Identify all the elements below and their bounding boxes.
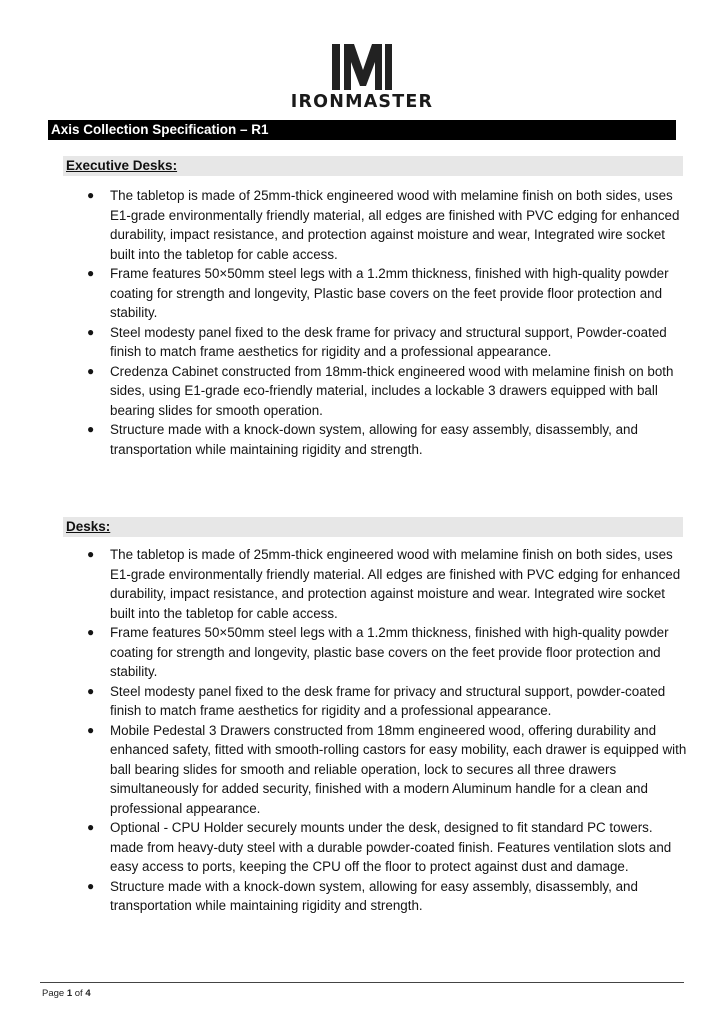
list-item <box>87 420 687 459</box>
bullet-icon: ● <box>87 683 95 698</box>
section-heading-desks <box>63 517 683 537</box>
list-item <box>87 682 687 721</box>
bullet-icon: ● <box>87 820 95 834</box>
bullet-icon: ● <box>87 266 95 280</box>
list-item <box>87 264 687 323</box>
list-item-text: Steel modesty panel fixed to the desk frame for privacy and structural support, Powder-coated finish to match frame aesthetics for rigidity and a professional appearance. <box>110 324 667 359</box>
bullet-icon: ● <box>87 422 95 436</box>
bullet-icon: ● <box>87 625 95 639</box>
page-word: Page <box>42 988 65 999</box>
page-current: 1 <box>66 988 73 999</box>
section-heading-executive-desks <box>63 156 683 176</box>
list-item <box>87 623 687 682</box>
bullet-icon: ● <box>87 324 95 339</box>
executive-desks-list <box>87 186 687 459</box>
list-item <box>87 877 687 916</box>
bullet-icon: ● <box>87 722 95 737</box>
list-item-text: Structure made with a knock-down system, allowing for easy assembly, disassembly, and transportation while maintaining rigidity and strength. <box>110 878 638 913</box>
list-item-text: The tabletop is made of 25mm-thick engineered wood with melamine finish on both sides, uses E1-grade environmentally friendly material, all edges are finished with PVC edging for enhanced durability, impact resistance, and protection against moisture and wear, Integrated wire socket built into the tabletop for cable access. <box>110 188 680 262</box>
logo-wordmark: IRONMASTER <box>290 92 434 112</box>
ironmaster-logo-mark-icon <box>332 44 392 92</box>
bullet-icon: ● <box>87 878 95 893</box>
section-heading-text: Executive Desks: <box>66 158 178 173</box>
page-number <box>42 988 91 999</box>
list-item <box>87 818 687 877</box>
of-word: of <box>74 988 83 999</box>
document-title: Axis Collection Specification – R1 <box>48 120 676 140</box>
list-item <box>87 545 687 623</box>
list-item-text: Optional - CPU Holder securely mounts under the desk, designed to fit standard PC towers. made from heavy-duty steel with a durable powder-coated finish. Features ventilation slots and easy access to ports, keeping the CPU off the floor to protect against dust and damage. <box>110 820 672 874</box>
list-item-text: The tabletop is made of 25mm-thick engineered wood with melamine finish on both sides, uses E1-grade environmentally friendly material. All edges are finished with PVC edging for enhanced durability, impact resistance, and protection against moisture and wear. Integrated wire socket built into the tabletop for cable access. <box>110 547 681 621</box>
footer-divider <box>40 982 684 983</box>
bullet-icon: ● <box>87 188 95 202</box>
page-total: 4 <box>85 988 91 999</box>
list-item-text: Frame features 50×50mm steel legs with a 1.2mm thickness, finished with high-quality powder coating for strength and longevity, plastic base covers on the feet provide floor protection and stability. <box>110 625 669 679</box>
company-logo <box>282 42 442 114</box>
list-item-text: Frame features 50×50mm steel legs with a 1.2mm thickness, finished with high-quality powder coating for strength and longevity, Plastic base covers on the feet provide floor protection and stability. <box>110 266 669 320</box>
list-item-text: Mobile Pedestal 3 Drawers constructed from 18mm engineered wood, offering durability and enhanced safety, fitted with smooth-rolling castors for easy mobility, each drawer is equipped with ball bearing slides for smooth and reliable operation, lock to secures all three drawers simultaneously for added security, finished with a modern Aluminum handle for a clean and professional appearance. <box>110 722 687 816</box>
list-item <box>87 721 687 819</box>
section-heading-text: Desks: <box>66 519 111 534</box>
bullet-icon: ● <box>87 363 95 378</box>
desks-list <box>87 545 687 916</box>
list-item <box>87 323 687 362</box>
list-item <box>87 186 687 264</box>
bullet-icon: ● <box>87 547 95 561</box>
list-item-text: Structure made with a knock-down system, allowing for easy assembly, disassembly, and transportation while maintaining rigidity and strength. <box>110 422 638 457</box>
list-item-text: Credenza Cabinet constructed from 18mm-thick engineered wood with melamine finish on both sides, using E1-grade eco-friendly material, includes a lockable 3 drawers equipped with ball bearing slides for smooth operation. <box>110 363 674 418</box>
list-item <box>87 362 687 421</box>
list-item-text: Steel modesty panel fixed to the desk frame for privacy and structural support, powder-coated finish to match frame aesthetics for rigidity and a professional appearance. <box>110 683 666 718</box>
